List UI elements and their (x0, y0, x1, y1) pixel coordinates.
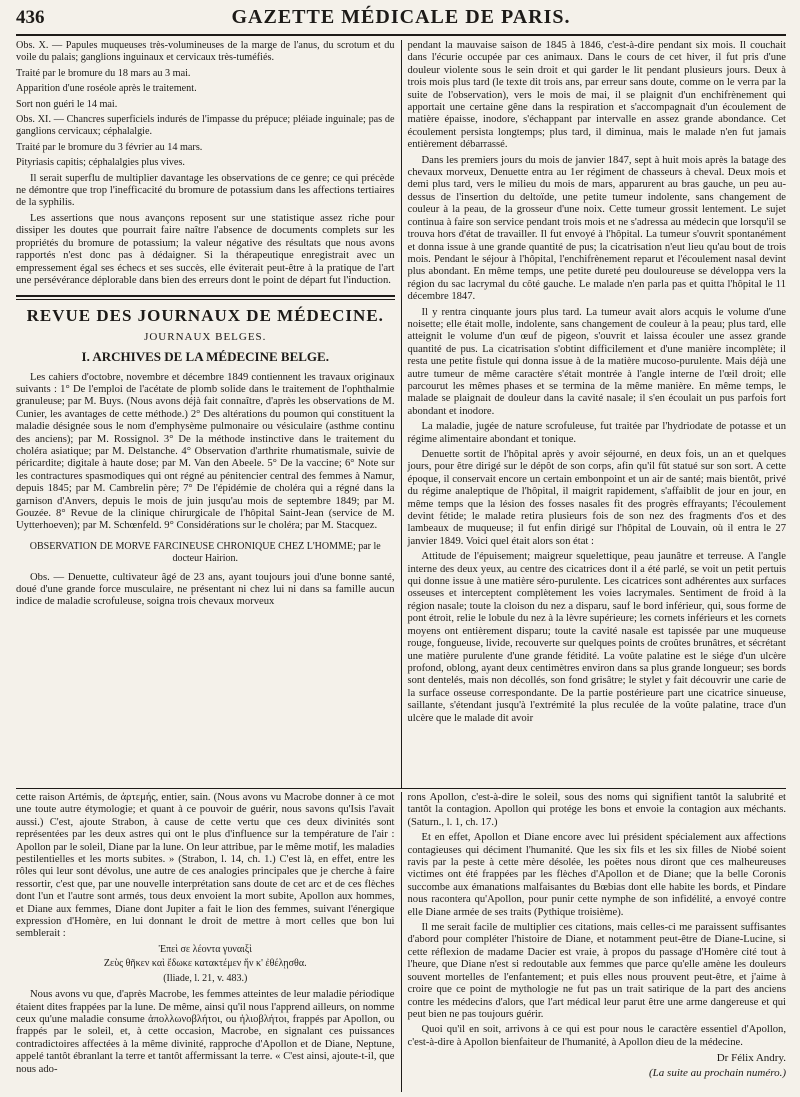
section-divider (16, 295, 395, 300)
obs-x-line: Apparition d'une roséole après le traitement. (16, 83, 197, 95)
subsection-title: JOURNAUX BELGES. (144, 330, 267, 343)
greek-verse: Ζεὺς θῆκεν καὶ ἔδωκε κατακτέμεν ἥν κ' ἐθέλῃσθα. (103, 958, 307, 970)
observation-text: Obs. — Denuette, cultivateur âgé de 23 ans, ayant toujours joui d'une bonne santé, doué d'une grande force musculaire, ne présentant ni chez lui ni dans sa famille aucun indice de maladie scrofuleuse, soigna trois chevaux morveux (16, 571, 395, 608)
paragraph: Attitude de l'épuisement; maigreur squelettique, peau jaunâtre et terreuse. A l'angle interne des deux yeux, au centre des cicatrices dont il a été parlé, se voit un petit pertuis qui donne issue à une matière séro-purulente. Les cicatrices sont adhérentes aux surfaces osseuses et interceptent complètement les voies lacrymales. Sentiment de froid à la région nasale; toute la cloison du nez a disparu, sauf le bord inférieur, qui, sous forme de pont étroit, relie le lobule du nez à la lèvre supérieure; les cornets inférieurs et les cornets moyens ont entièrement disparu; toute la cavité nasale est tapissée par une muqueuse rouge, fongueuse, livide, recouverte sur quelques points de croûtes brunâtres, et sécrétant une matière purulente d'une grande fétidité. La voûte palatine est le siége d'un ulcère profond, oblong, ayant deux centimètres environ dans sa plus grande longueur; ses bords sont dentelés, mais non décollés, son fond grisâtre; le stylet y fait découvrir une carie de la surface osseuse correspondante. De la partie postérieure part une cicatrice sinueuse, saillante, s'étendant jusqu'à l'extrémité la plus reculée de la voûte palatine, trace d'un ulcère que le malade dit avoir (407, 551, 786, 724)
obs-x-line: Traité par le bromure du 18 mars au 3 mai. (16, 67, 191, 79)
citation: (Iliade, l. 21, v. 483.) (163, 972, 248, 984)
running-title: GAZETTE MÉDICALE DE PARIS. (231, 6, 571, 28)
paragraph: Et en effet, Apollon et Diane encore avec lui président spécialement aux affections contagieuses qui déciment l'humanité. Que les six fils et les six filles de Niobé soient ravis par la peste à cette mère désolée, les poëtes nous diront que ces malheureuses victimes ont été frappées par les flèches d'Apollon et de Diane; que la belle Coronis succombe aux émanations malfaisantes du Bœbias dont elle habite les bords, et Pindare nous racontera qu'Apollon, pour punir cette nymphe de son infidélité, a envoyé contre elle Diane armée de ses traits (Pythique troisième). (407, 832, 786, 918)
lower-left-column (16, 792, 402, 1092)
paragraph: Les assertions que nous avançons reposent sur une statistique assez riche pour dissiper les doutes que pourrait faire naître l'absence de documents complets sur les propriétés du bromure de potassium; la valeur négative des résultats que nous avons rapportés n'est donc pas à dédaigner. Si la thérapeutique enregistrait avec un empressement égal ses échecs et ses succès, elle éviterait peut-être à la pratique de l'art une persévérance déplorable dans bien des erreurs dont le point de départ fut l'induction. (16, 212, 395, 286)
observation-x (16, 40, 395, 111)
paragraph: Nous avons vu que, d'après Macrobe, les femmes atteintes de leur maladie périodique étaient dites frappées par la lune. De même, ainsi qu'il nous l'apprend ailleurs, on nomme ceux qu'une maladie consume ἀπολλωνοβλήτοι, ou ἡλιοβλήτοι, frappés par Apollon, ou frappés par le soleil, et, à cette occasion, Macrobe, en signalant ces puissances contradictoires affectées à la même divinité, rapproche d'Apollon et de Diane, Neptune, appelé tantôt ébranlant la terre et tantôt affermissant la terre. « C'est ainsi, ajoute-t-il, que nous ado- (16, 989, 395, 1075)
continuation-note: (La suite au prochain numéro.) (649, 1066, 786, 1079)
page-header (16, 6, 786, 36)
paragraph: Denuette sortit de l'hôpital après y avoir séjourné, en deux fois, un an et quelques jours, pour être dirigé sur le dépôt de son corps, afin qu'il fût statué sur son sort. A cette époque, il conservait encore un certain embonpoint et un air de santé; mais bientôt, privé du régime analeptique de l'hôpital, il maigrit rapidement, s'affaiblit de jour en jour, en même temps que la lésion des fosses nasales fit des progrès effrayants; l'écoulement devint fétide; le malade retira plusieurs fois de son nez des fragments d'os et des lambeaux de muqueuse; il fut enfin dirigé sur l'hôpital de Louvain, où il entra le 27 janvier 1849. Voici quel était alors son état : (407, 449, 786, 547)
upper-left-column (16, 40, 402, 788)
upper-right-column (402, 40, 787, 788)
paragraph: pendant la mauvaise saison de 1845 à 1846, c'est-à-dire pendant six mois. Il couchait dans l'écurie occupée par ces animaux. Dans le cours de cet hiver, il fut pris d'une douleur violente sous le sein droit et qui garder le lit pendant plusieurs jours. Deux à trois mois plus tard (le texte dit trois ans, par erreur sans doute, comme on le verra par la suite de l'observation), vers le mois de mai, il se plaignit d'un enchifrènement qui apportait une certaine gêne dans la respiration et s'accompagnait d'un écoulement de matière épaisse, inodore, s'échappant par intervalle en assez grande abondance. Cet écoulement persista longtemps; plus tard, il diminua, mais le malade n'en fut jamais entièrement débarrassé. (407, 40, 786, 151)
paragraph: rons Apollon, c'est-à-dire le soleil, sous des noms qui signifient tantôt la salubrité et tantôt la contagion. Apollon qui protége les bons et envoie la contagion aux méchants. (Saturn., l. 1, ch. 17.) (407, 792, 786, 828)
paragraph: La maladie, jugée de nature scrofuleuse, fut traitée par l'hydriodate de potasse et un régime alimentaire abondant et tonique. (407, 421, 786, 445)
journal-title: I. ARCHIVES DE LA MÉDECINE BELGE. (81, 349, 329, 365)
paragraph: Il me serait facile de multiplier ces citations, mais celles-ci me paraissent suffisantes d'abord pour compléter l'histoire de Diane, et notamment peut-être de Diane-Lucine, si cette réflexion de madame Dacier est vraie, à propos du passage d'Homère cité tout à l'heure, que Diane n'est si redoutable aux femmes que parce qu'elle amène les douleurs souvent mortelles de l'enfantement; et puis elles nous prouvent peut-être, et j'aime à croire que ce point de mythologie ne fut pas un trait satirique de la part des anciens contre les médecins d'alors, que l'art médical leur parut être une arme dangereuse et qui peut bien ne pas toujours guérir. (407, 922, 786, 1020)
obs-xi-line: Traité par le bromure du 3 février au 14 mars. (16, 141, 203, 153)
upper-section (16, 40, 786, 789)
review-paragraph: Les cahiers d'octobre, novembre et décembre 1849 contiennent les travaux originaux suivants : 1° De l'emploi de l'acétate de plomb solide dans le traitement de l'ophthalmie granuleuse; par M. Buys. (Nous avons déjà fait connaître, d'après les observations de M. Cunier, les avantages de cette méthode.) 2° Des altérations du poumon qui constituent la maladie désignée sous le nom d'emphysème pulmonaire ou vésiculaire (asthme continu des anciens); par M. Rossignol. 3° De la méthode instinctive dans le traitement du choléra asiatique; par M. Delstanche. 4° Observation d'arthrite rhumatismale, suivie de péricardite; digitale à haute dose; par M. Van den Abeele. 5° De la vaccine; 6° Note sur les contractures spasmodiques qui ont régné au pénitencier central des femmes à Namur, depuis 1845; par M. Cambrelin père; 7° De l'épidémie de choléra qui a régné dans la garnison d'Anvers, depuis le mois de juin jusqu'au mois de septembre 1849; par M. Gouzée. 8° Revue de la clinique chirurgicale de l'hôpital Saint-Jean (service de M. Uytterhoeven); par M. Schœnfeld. 9° Considérations sur le choléra; par M. Stacquez. (16, 371, 395, 532)
author-signature: Dr Félix Andry. (716, 1052, 786, 1065)
greek-verse: Ἐπεὶ σε λέοντα γυναιξὶ (158, 943, 252, 955)
obs-x-line: Obs. X. — Papules muqueuses très-volumineuses de la marge de l'anus, du scrotum et du voile du palais; ganglions inguinaux et cervicaux très-tuméfiés. (16, 40, 395, 64)
section-title: REVUE DES JOURNAUX DE MÉDECINE. (26, 306, 384, 326)
paragraph: Dans les premiers jours du mois de janvier 1847, sept à huit mois après la batage des chevaux morveux, Denuette entra au 1er régiment de chasseurs à cheval. Deux mois et demi plus tard, vers le milieu du mois de mars, apparurent au bras gauche, un peu au-dessus de l'insertion du deltoïde, une petite tumeur indolente, sans changement de couleur à la peau, de la grosseur d'une noix. Cette tumeur grossit lentement. Le sujet continua à faire son service pendant trois mois et ne s'adressa au médecin que lorsqu'il se trouva hors d'état de travailler. Il fut envoyé à l'hôpital. La tumeur s'ouvrit spontanément et donna issue à une grande quantité de pus; la cicatrisation n'eut lieu qu'au bout de trois mois. Pendant le séjour à l'hôpital, l'enchifrènement reparut et l'écoulement nasal devint plus abondant. En même temps, une petite dureté peu douloureuse se développa vers la région du sac lacrymal du côté gauche. Le malade n'en parla pas et quitta l'hôpital le 11 décembre 1847. (407, 154, 786, 303)
obs-x-line: Sort non guéri le 14 mai. (16, 98, 118, 110)
paragraph: Il y rentra cinquante jours plus tard. La tumeur avait alors acquis le volume d'une noisette; elle était molle, indolente, sans changement de couleur à la peau; plus tard, elle atteignit le volume d'un œuf de pigeon, s'ouvrit et laissa écouler une assez grande quantité de pus. La cicatrisation s'obtint difficilement et d'une manière incomplète; il resta une petite fistule qui donna issue à de la matière mucoso-purulente. Mais déjà une autre tumeur de même caractère s'était montrée à l'angle interne de l'œil droit; elle parcourut les mêmes phases et se termina de la même manière. En même temps, le malade se plaignait de douleur dans la cavité nasale; il s'en écoulait un pus parfois fort abondant et inodore. (407, 306, 786, 417)
paragraph: cette raison Artémis, de ἀρτεμής, entier, sain. (Nous avons vu Macrobe donner à ce mot une toute autre étymologie; et quant à ce pouvoir de guérir, nous savons qu'Isis l'avait aussi.) C'est, ajoute Strabon, à cause de cette vertu que ces deux divinités sont représentées par les deux astres qui ont le plus d'influence sur la température de l'air : Apollon par le soleil, Diane par la lune. On leur attribue, par le même motif, les maladies pestilentielles et les morts subites. » (Strabon, l. 14, ch. 1.) C'est là, en effet, entre les rôles qui leur sont dévolus, une autre de ces analogies principales que je cherche à faire ressortir, c'est que, par une nouvelle interprétation sans doute de cet arc et de ces flèches dont l'un et l'autre sont armés, tous deux envoient la mort subite, Apollon aux hommes, et Diane aux femmes, Diane dont Jupiter a fait le lion des femmes, suivant l'énergique expression d'Homère, en lui donnant le droit de mettre à mort celles que bon lui semblerait : (16, 792, 395, 940)
obs-xi-line: Obs. XI. — Chancres superficiels indurés de l'impasse du prépuce; pléiade inguinale; pas de ganglions cervicaux; céphalalgie. (16, 114, 395, 138)
lower-right-column (402, 792, 787, 1092)
lower-section (16, 792, 786, 1092)
paragraph: Il serait superflu de multiplier davantage les observations de ce genre; ce qui précède ne démontre que trop l'inefficacité du bromure de potassium dans les affections tertiaires de la syphilis. (16, 172, 395, 209)
observation-title: OBSERVATION DE MORVE FARCINEUSE CHRONIQUE CHEZ L'HOMME; par le docteur Hairion. (29, 540, 381, 565)
page-number: 436 (16, 7, 45, 28)
obs-xi-line: Pityriasis capitis; céphalalgies plus vives. (16, 157, 185, 169)
paragraph: Quoi qu'il en soit, arrivons à ce qui est pour nous le caractère essentiel d'Apollon, c'est-à-dire à Apollon bienfaiteur de l'humanité, à Apollon dieu de la médecine. (407, 1024, 786, 1048)
observation-xi (16, 114, 395, 170)
